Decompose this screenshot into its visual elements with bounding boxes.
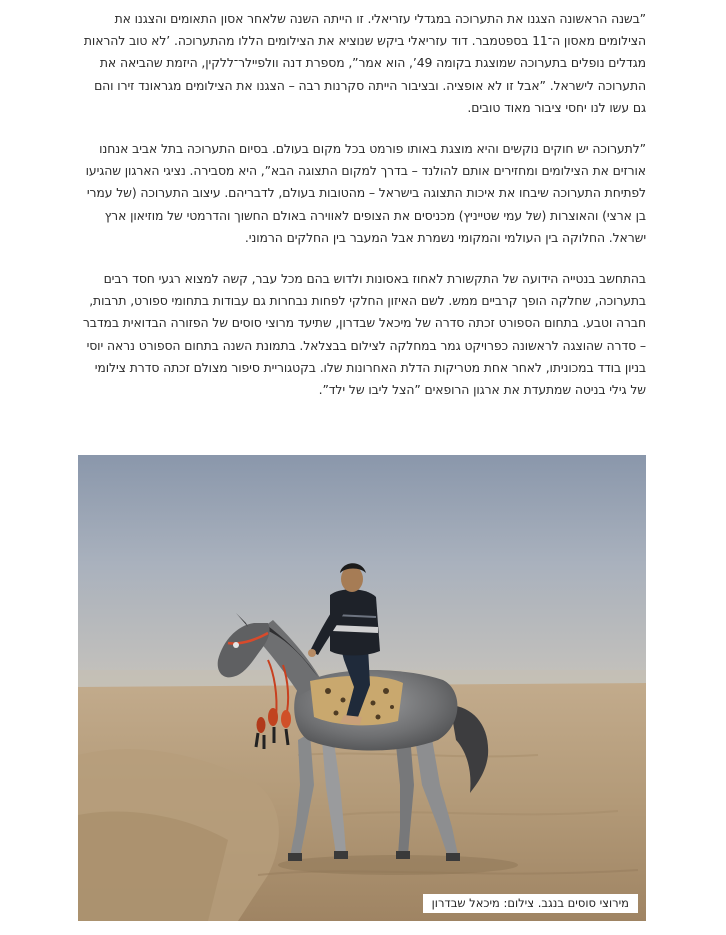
article-body: [78, 8, 646, 401]
horse-rider-photo: [78, 455, 646, 921]
photo-caption: מירוצי סוסים בנגב. צילום: מיכאל שבדרון: [423, 894, 638, 913]
article-photo: [78, 455, 646, 921]
article-paragraph-3: בהתחשב בנטייה הידועה של התקשורת לאחוז באסונות ולדוש בהם מכל עבר, קשה למצוא רגעי חסד רבים בתערוכה, שחלקה הופך קרביים ממש. לשם האיזון החלקי לפחות נבחרות גם עבודות בתחומי ספורט, תרבות, חברה וטבע. בתחום הספורט זכתה סדרה של מיכאל שבדרון, שתיעד מרוצי סוסים של הפזורה הבדואית במדבר – סדרה שהוצגה לראשונה כפרויקט גמר במחלקה לצילום בבצלאל. בתמונת השנה בתחום הספורט נראה יוסי בניון בודד במכוניתו, לאחר אחת מטריקות הדלת האחרונות שלו. בקטגוריית סיפור מצולם זכתה סדרת צילומי של גילי בניטה שמתעדת את ארגון הרופאים ”הצל ליבו של ילד”.: [82, 271, 646, 398]
article-paragraph-2: ”לתערוכה יש חוקים נוקשים והיא מוצגת באותו פורמט בכל מקום בעולם. בסיום התערוכה בתל אביב אנחנו אורזים את הצילומים ומחזירים אותם להולנד – בדרך למקום התצוגה הבא”, היא מסבירה. נציגי הארגון שהגיעו לפתיחת התערוכה שיבחו את איכות התצוגה בישראל – מהטובות בעולם, לדבריהם. עיצוב התערוכה (של עמרי בן ארצי) והאוצרות (של עמי שטייניץ) מכניסים את הצופים לאווירה באולם החשוך והדרמטי של מוזיאון ארץ ישראל. החלוקה בין העולמי והמקומי נשמרת אבל המעבר בין החלקים הרמוני.: [85, 141, 646, 245]
article-paragraph-1: ”בשנה הראשונה הצגנו את התערוכה במגדלי עזריאלי. זו הייתה השנה שלאחר אסון התאומים והצגנו את הצילומים מאסון ה־11 בספטמבר. דוד עזריאלי ביקש שנוציא את הצילומים הללו מהתערוכה. ’לא טוב להראות מגדלים נופלים בתערוכה שמוצגת בקומה 49’, הוא אמר”, מספרת דנה וולפיילר־ללקין, היזמת שהביאה את התערוכה לישראל. ”אבל זו לא אופציה. ובציבור הייתה סקרנות רבה – הצגנו את הצילומים מגראונד זירו והם גם עשו לנו יחסי ציבור מאוד טובים.: [83, 11, 646, 115]
